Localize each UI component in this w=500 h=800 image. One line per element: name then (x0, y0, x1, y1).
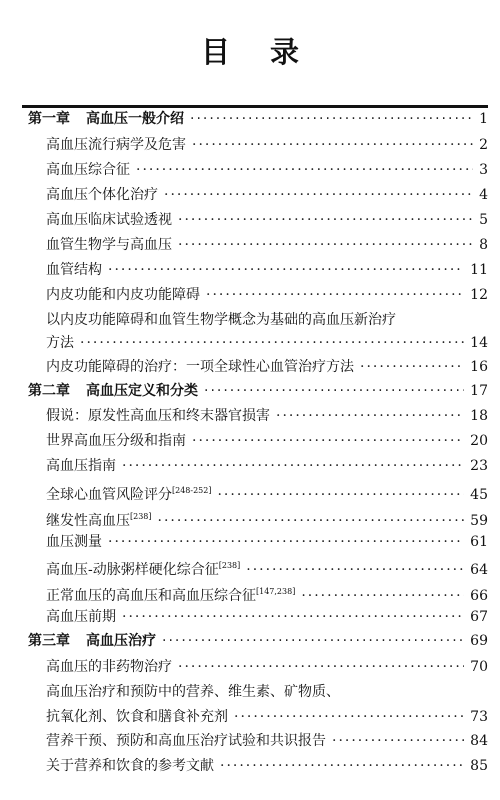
dot-leader (136, 161, 473, 179)
chapter-title: 高血压治疗 (86, 633, 156, 649)
toc-entry-row[interactable] (46, 211, 488, 229)
section-title: 高血压前期 (46, 609, 116, 625)
page-number: 85 (470, 758, 488, 774)
section-title: 以内皮功能障碍和血管生物学概念为基础的高血压新治疗 (46, 312, 396, 328)
toc-entry-row[interactable] (46, 708, 488, 726)
dot-leader (178, 211, 473, 229)
reference-superscript: [147,238] (256, 587, 296, 596)
page-number: 5 (479, 212, 488, 228)
page-number: 45 (470, 487, 488, 503)
dot-leader (204, 382, 464, 400)
toc-entry-label (46, 311, 396, 329)
section-title: 高血压个体化治疗 (46, 187, 158, 203)
dot-leader (164, 186, 473, 204)
toc-entry-row[interactable] (46, 186, 488, 204)
toc-entry-row[interactable] (46, 482, 488, 504)
toc-entry-label (46, 161, 130, 179)
toc-entry-label (46, 457, 116, 475)
toc-entry-label (46, 683, 340, 701)
page-number: 23 (470, 458, 488, 474)
title-char-1: 目 (200, 35, 230, 69)
page-number: 18 (470, 408, 488, 424)
section-title: 血压测量 (46, 534, 102, 550)
dot-leader (162, 632, 464, 650)
section-title: 高血压综合征 (46, 162, 130, 178)
page-number: 3 (479, 162, 488, 178)
toc-entry-label (46, 508, 152, 530)
toc-entry-label (46, 757, 214, 775)
chapter-number: 第三章 (28, 633, 70, 649)
toc-entry-row[interactable] (46, 236, 488, 254)
toc-entry-label (46, 432, 186, 450)
dot-leader (220, 757, 464, 775)
toc-entry-label (46, 286, 200, 304)
dot-leader (301, 587, 464, 605)
toc-chapter-row[interactable] (28, 110, 488, 128)
toc-entry-label (46, 608, 116, 626)
toc-entry-row[interactable] (46, 732, 488, 750)
section-title: 血管生物学与高血压 (46, 237, 172, 253)
toc-entry-row[interactable] (46, 557, 488, 579)
toc-entry-label (46, 186, 158, 204)
toc-entry-label (46, 236, 172, 254)
toc-entry-row[interactable] (46, 432, 488, 450)
page-title (0, 30, 500, 71)
toc-entry-label (46, 533, 102, 551)
page-number: 12 (470, 287, 488, 303)
toc-entry-row[interactable] (46, 583, 488, 605)
toc-entry-row[interactable] (46, 136, 488, 154)
section-title: 正常血压的高血压和高血压综合征 (46, 588, 256, 604)
page-number: 64 (470, 562, 488, 578)
chapter-title: 高血压定义和分类 (86, 383, 198, 399)
reference-superscript: [238] (218, 561, 241, 570)
toc-entry-row[interactable] (46, 311, 488, 329)
dot-leader (276, 407, 464, 425)
toc-entry-label (46, 334, 74, 352)
section-title: 内皮功能和内皮功能障碍 (46, 287, 200, 303)
section-title: 内皮功能障碍的治疗：一项全球性心血管治疗方法 (46, 359, 354, 375)
toc-entry-row[interactable] (46, 161, 488, 179)
toc-entry-label (28, 382, 198, 400)
title-divider (22, 105, 488, 108)
page-number: 14 (470, 335, 488, 351)
toc-entry-row[interactable] (46, 358, 488, 376)
title-char-2: 录 (270, 35, 300, 69)
dot-leader (178, 236, 473, 254)
section-title: 高血压治疗和预防中的营养、维生素、矿物质、 (46, 684, 340, 700)
page-number: 11 (470, 262, 488, 278)
chapter-title: 高血压一般介绍 (86, 111, 184, 127)
page-number: 61 (470, 534, 488, 550)
section-title: 抗氧化剂、饮食和膳食补充剂 (46, 709, 228, 725)
dot-leader (108, 533, 464, 551)
page-number: 8 (479, 237, 488, 253)
toc-entry-label (46, 358, 354, 376)
toc-entry-row[interactable] (46, 658, 488, 676)
dot-leader (80, 334, 464, 352)
toc-entry-label (46, 482, 211, 504)
toc-entry-row[interactable] (46, 608, 488, 626)
toc-entry-label (28, 632, 156, 650)
dot-leader (192, 432, 464, 450)
toc-entry-label (46, 583, 295, 605)
section-title: 关于营养和饮食的参考文献 (46, 758, 214, 774)
toc-entry-label (46, 732, 326, 750)
page-number: 67 (470, 609, 488, 625)
toc-entry-row[interactable] (46, 457, 488, 475)
toc-entry-label (28, 110, 184, 128)
dot-leader (158, 512, 465, 530)
page-number: 20 (470, 433, 488, 449)
dot-leader (206, 286, 464, 304)
section-title: 高血压指南 (46, 458, 116, 474)
toc-entry-row[interactable] (46, 533, 488, 551)
dot-leader (108, 261, 464, 279)
page-number: 2 (479, 137, 488, 153)
page-number: 69 (470, 633, 488, 649)
toc-entry-label (46, 211, 172, 229)
page-number: 73 (470, 709, 488, 725)
page-number: 66 (470, 588, 488, 604)
toc-entry-label (46, 708, 228, 726)
section-title: 高血压-动脉粥样硬化综合征 (46, 562, 219, 578)
dot-leader (234, 708, 464, 726)
page-number: 84 (470, 733, 488, 749)
chapter-number: 第二章 (28, 383, 70, 399)
chapter-number: 第一章 (28, 111, 70, 127)
toc-entry-row[interactable] (46, 757, 488, 775)
section-title: 血管结构 (46, 262, 102, 278)
toc-entry-row[interactable] (46, 286, 488, 304)
dot-leader (332, 732, 464, 750)
toc-entry-row[interactable] (46, 407, 488, 425)
dot-leader (192, 136, 473, 154)
section-title: 世界高血压分级和指南 (46, 433, 186, 449)
toc-entry-label (46, 407, 270, 425)
toc-chapter-row[interactable] (28, 632, 488, 650)
page-number: 1 (479, 111, 488, 127)
toc-chapter-row[interactable] (28, 382, 488, 400)
toc-entry-label (46, 136, 186, 154)
reference-superscript: [248-252] (172, 486, 212, 495)
reference-superscript: [238] (130, 512, 152, 521)
dot-leader (360, 358, 464, 376)
page-number: 17 (470, 383, 488, 399)
dot-leader (122, 608, 464, 626)
section-title: 高血压流行病学及危害 (46, 137, 186, 153)
dot-leader (122, 457, 464, 475)
toc-entry-label (46, 557, 240, 579)
page-number: 4 (479, 187, 488, 203)
toc-entry-label (46, 261, 102, 279)
section-title: 继发性高血压 (46, 513, 130, 529)
toc-entry-row[interactable] (46, 508, 488, 530)
section-title: 方法 (46, 335, 74, 351)
page-number: 59 (470, 513, 488, 529)
toc-entry-row[interactable] (46, 261, 488, 279)
dot-leader (246, 561, 464, 579)
toc-entry-row[interactable] (46, 334, 488, 352)
page-number: 16 (470, 359, 488, 375)
section-title: 营养干预、预防和高血压治疗试验和共识报告 (46, 733, 326, 749)
dot-leader (178, 658, 464, 676)
dot-leader (217, 486, 464, 504)
section-title: 高血压的非药物治疗 (46, 659, 172, 675)
toc-entry-label (46, 658, 172, 676)
page-number: 70 (470, 659, 488, 675)
dot-leader (190, 110, 473, 128)
section-title: 高血压临床试验透视 (46, 212, 172, 228)
section-title: 全球心血管风险评分 (46, 487, 172, 503)
toc-entry-row[interactable] (46, 683, 488, 701)
section-title: 假说：原发性高血压和终末器官损害 (46, 408, 270, 424)
